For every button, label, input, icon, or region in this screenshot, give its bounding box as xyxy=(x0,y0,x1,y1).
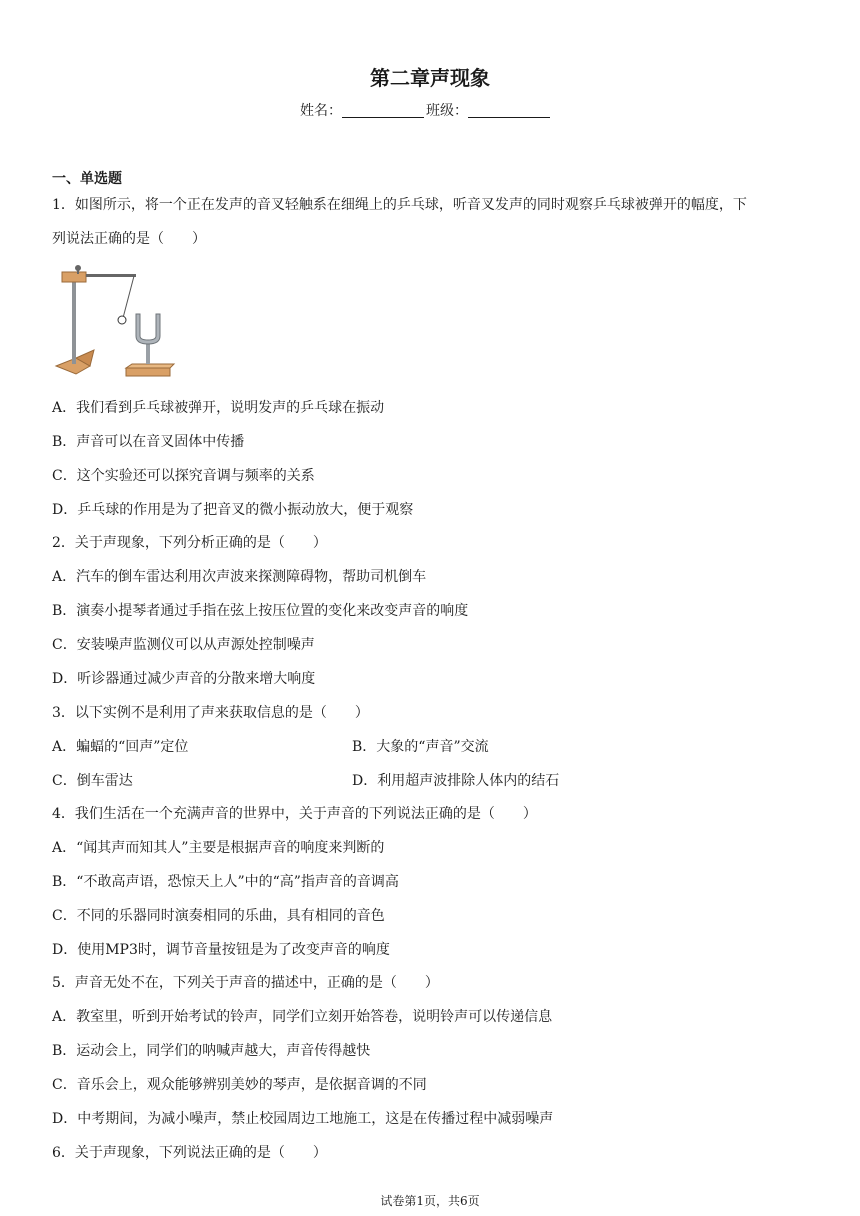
q5-option-b: B．运动会上，同学们的呐喊声越大，声音传得越快 xyxy=(52,1043,371,1059)
q5-option-a: A．教室里，听到开始考试的铃声，同学们立刻开始答卷，说明铃声可以传递信息 xyxy=(52,1009,553,1025)
q1-stem-line1: 1．如图所示，将一个正在发声的音叉轻触系在细绳上的乒乓球，听音叉发声的同时观察乒乓球被弹开的幅度，下 xyxy=(52,197,747,213)
section-heading: 一、单选题 xyxy=(52,171,122,187)
page-footer: 试卷第1页，共6页 xyxy=(380,1194,480,1208)
page-title: 第二章声现象 xyxy=(370,66,490,90)
q1-option-a: A．我们看到乒乓球被弹开，说明发声的乒乓球在振动 xyxy=(52,400,385,416)
name-blank[interactable] xyxy=(342,103,424,118)
q3-option-c: C．倒车雷达 xyxy=(52,773,133,789)
q2-option-c: C．安装噪声监测仪可以从声源处控制噪声 xyxy=(52,637,315,653)
q3-option-b: B．大象的“声音”交流 xyxy=(352,739,489,755)
q4-option-d: D．使用MP3时，调节音量按钮是为了改变声音的响度 xyxy=(52,942,390,958)
q3-option-d: D．利用超声波排除人体内的结石 xyxy=(352,773,560,789)
q6-stem: 6．关于声现象，下列说法正确的是（ ） xyxy=(52,1145,327,1161)
q5-option-d: D．中考期间，为减小噪声，禁止校园周边工地施工，这是在传播过程中减弱噪声 xyxy=(52,1111,554,1127)
class-blank[interactable] xyxy=(468,103,550,118)
name-label: 姓名： xyxy=(300,103,342,119)
q5-option-c: C．音乐会上，观众能够辨别美妙的琴声，是依据音调的不同 xyxy=(52,1077,427,1093)
q4-option-a: A．“闻其声而知其人”主要是根据声音的响度来判断的 xyxy=(52,840,385,856)
q1-option-b: B．声音可以在音叉固体中传播 xyxy=(52,434,245,450)
q2-option-a: A．汽车的倒车雷达利用次声波来探测障碍物，帮助司机倒车 xyxy=(52,569,427,585)
q3-option-a: A．蝙蝠的“回声”定位 xyxy=(52,739,189,755)
class-label: 班级： xyxy=(426,103,468,119)
q1-stem-line2: 列说法正确的是（ ） xyxy=(52,231,206,247)
q4-stem: 4．我们生活在一个充满声音的世界中，关于声音的下列说法正确的是（ ） xyxy=(52,806,537,822)
student-info xyxy=(300,100,552,120)
q4-option-b: B．“不敢高声语，恐惊天上人”中的“高”指声音的音调高 xyxy=(52,874,399,890)
q3-stem: 3．以下实例不是利用了声来获取信息的是（ ） xyxy=(52,705,369,721)
tuning-fork-figure xyxy=(50,262,180,382)
q2-option-b: B．演奏小提琴者通过手指在弦上按压位置的变化来改变声音的响度 xyxy=(52,603,469,619)
q2-option-d: D．听诊器通过减少声音的分散来增大响度 xyxy=(52,671,316,687)
q1-option-d: D．乒乓球的作用是为了把音叉的微小振动放大，便于观察 xyxy=(52,502,414,518)
q4-option-c: C．不同的乐器同时演奏相同的乐曲，具有相同的音色 xyxy=(52,908,385,924)
q5-stem: 5．声音无处不在，下列关于声音的描述中，正确的是（ ） xyxy=(52,975,439,991)
q1-option-c: C．这个实验还可以探究音调与频率的关系 xyxy=(52,468,315,484)
q2-stem: 2．关于声现象，下列分析正确的是（ ） xyxy=(52,535,327,551)
